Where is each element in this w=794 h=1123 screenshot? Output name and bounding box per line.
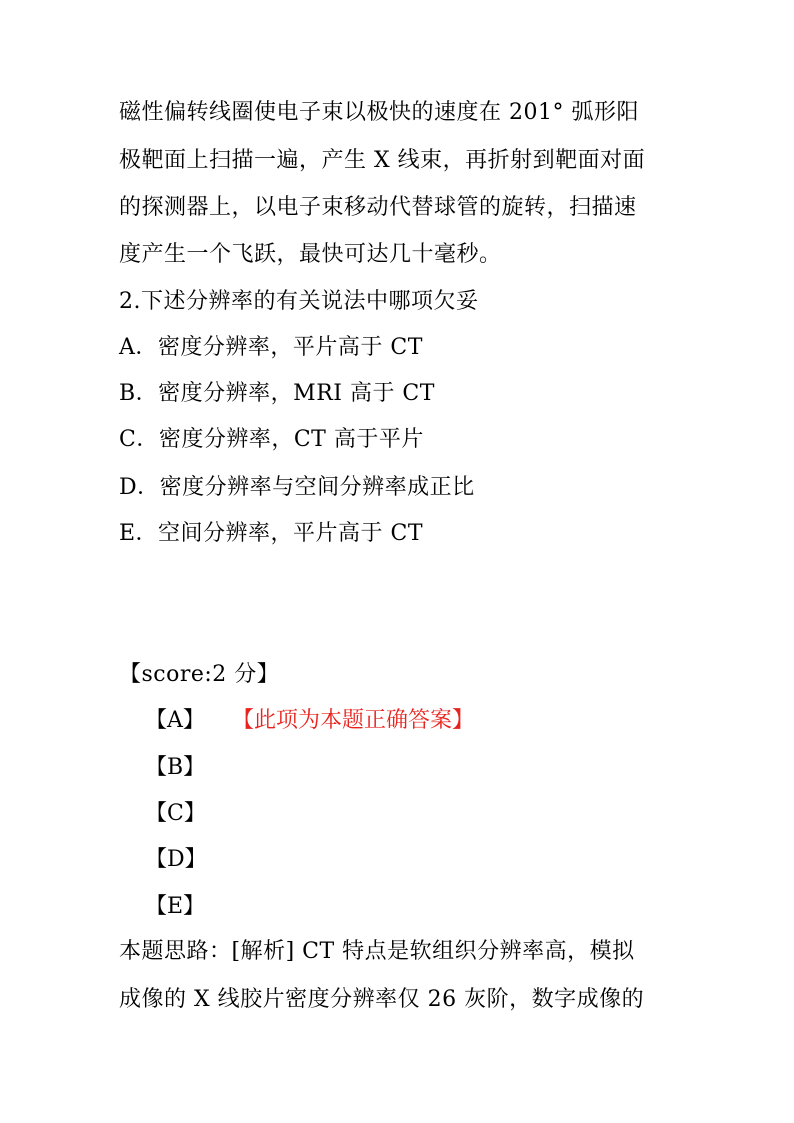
question-text: 2.下述分辨率的有关说法中哪项欠妥 [119, 289, 479, 314]
answer-option-e: 【E】 [145, 894, 206, 919]
answer-option-d: 【D】 [145, 847, 207, 872]
score-label: 【score:2 分】 [119, 662, 280, 687]
choice-b: B．密度分辨率，MRI 高于 CT [119, 381, 435, 406]
answer-option-b: 【B】 [145, 755, 206, 780]
answer-option-a: 【A】 [145, 708, 205, 733]
choice-a: A．密度分辨率，平片高于 CT [119, 335, 423, 360]
paragraph-line: 度产生一个飞跃，最快可达几十毫秒。 [119, 242, 502, 267]
answer-option-c: 【C】 [145, 801, 206, 826]
choice-d: D．密度分辨率与空间分辨率成正比 [119, 475, 475, 500]
paragraph-line: 极靶面上扫描一遍，产生 X 线束，再折射到靶面对面 [119, 148, 646, 173]
analysis-line: 成像的 X 线胶片密度分辨率仅 26 灰阶，数字成像的 [119, 987, 645, 1012]
correct-answer-badge: 【此项为本题正确答案】 [232, 708, 475, 733]
paragraph-line: 的探测器上，以电子束移动代替球管的旋转，扫描速 [119, 195, 637, 220]
paragraph-line: 磁性偏转线圈使电子束以极快的速度在 201° 弧形阳 [119, 100, 639, 125]
choice-e: E．空间分辨率，平片高于 CT [119, 521, 424, 546]
analysis-line: 本题思路：[解析] CT 特点是软组织分辨率高，模拟 [119, 939, 635, 964]
choice-c: C．密度分辨率，CT 高于平片 [119, 427, 424, 452]
